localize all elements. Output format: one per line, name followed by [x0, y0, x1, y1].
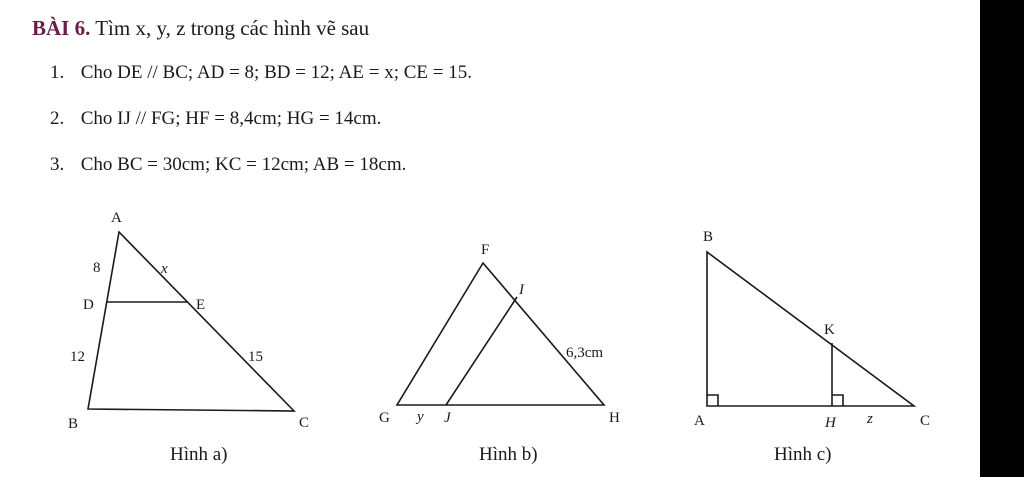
figure-b — [379, 242, 620, 465]
figure-caption-c: Hình c) — [774, 444, 832, 465]
figure-c — [694, 229, 930, 465]
exercise-label: BÀI 6. — [32, 16, 91, 40]
exercise-instruction: Tìm x, y, z trong các hình vẽ sau — [95, 16, 370, 40]
point-label-c: C — [299, 415, 310, 431]
length-label-ec: 15 — [248, 349, 263, 365]
point-label-c: C — [920, 413, 931, 429]
length-label-hc: z — [867, 411, 873, 427]
length-label-ih: 6,3cm — [566, 345, 604, 361]
problem-number: 2. — [50, 108, 65, 129]
problem-number: 3. — [50, 154, 65, 175]
problem-text: Cho IJ // FG; HF = 8,4cm; HG = 14cm. — [80, 108, 382, 129]
length-label-ae: x — [161, 261, 168, 277]
point-label-b: B — [68, 416, 79, 432]
right-angle-mark-h — [832, 395, 843, 406]
point-label-k: K — [824, 322, 835, 338]
point-label-h: H — [609, 410, 620, 426]
point-label-j: J — [444, 410, 451, 426]
figure-caption-a: Hình a) — [170, 444, 228, 465]
point-label-g: G — [379, 410, 390, 426]
point-label-e: E — [196, 297, 206, 313]
point-label-i: I — [519, 282, 524, 298]
problem-text: Cho DE // BC; AD = 8; BD = 12; AE = x; CE = 15. — [80, 62, 472, 83]
length-label-gj: y — [417, 409, 424, 425]
figure-caption-b: Hình b) — [479, 444, 538, 465]
point-label-a: A — [694, 413, 705, 429]
point-label-h: H — [825, 415, 836, 431]
length-label-db: 12 — [70, 349, 85, 365]
problem-text: Cho BC = 30cm; KC = 12cm; AB = 18cm. — [80, 154, 407, 175]
length-label-ad: 8 — [93, 260, 101, 276]
triangle-abc-right — [707, 252, 914, 406]
right-angle-mark-a — [707, 395, 718, 406]
point-label-b: B — [703, 229, 714, 245]
figure-a — [68, 210, 309, 465]
segment-ij — [446, 297, 517, 405]
triangle-abc — [88, 232, 294, 411]
point-label-d: D — [83, 297, 94, 313]
point-label-f: F — [481, 242, 490, 258]
point-label-a: A — [111, 210, 122, 226]
problem-number: 1. — [50, 62, 65, 83]
triangle-fgh — [397, 263, 604, 405]
